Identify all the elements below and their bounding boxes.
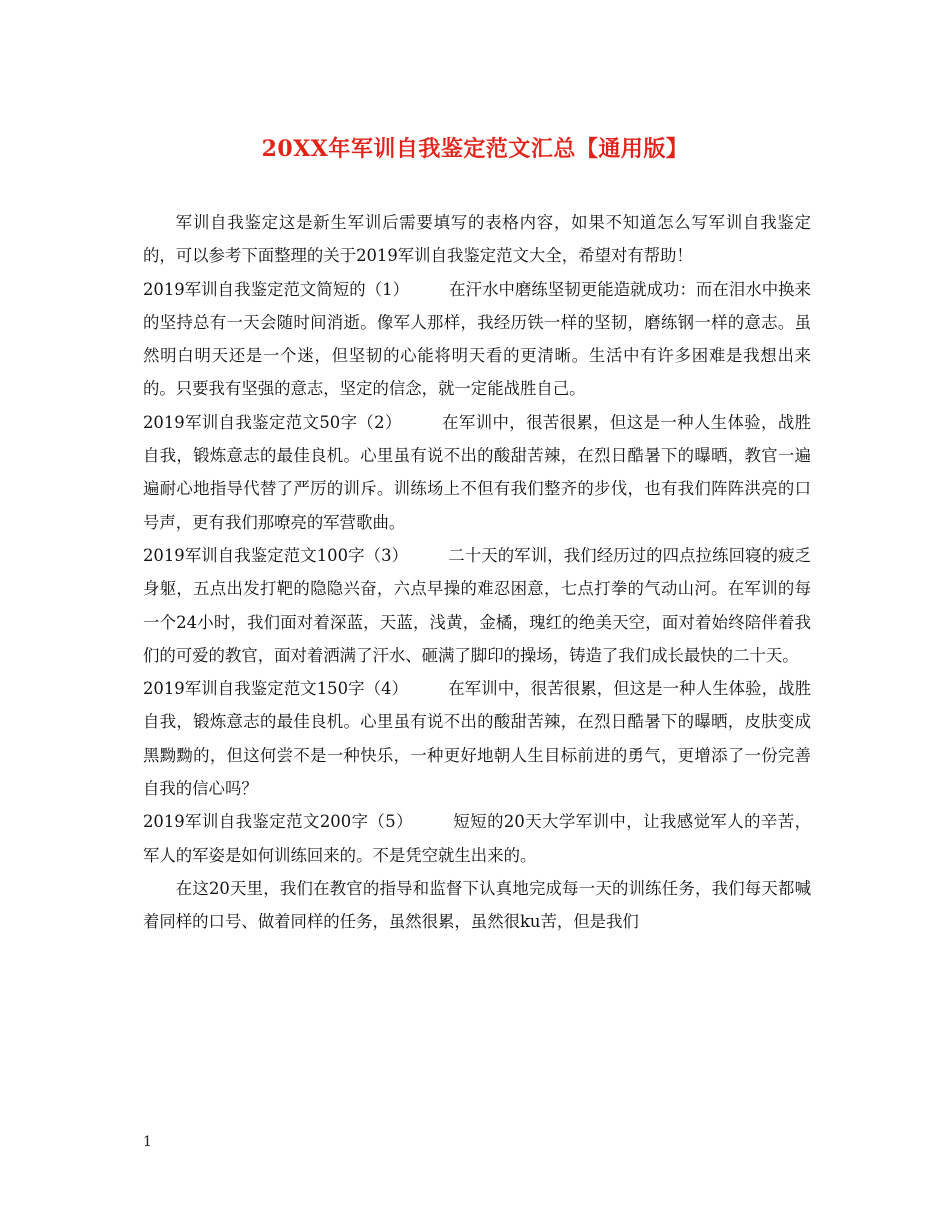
section-paragraph-4: [143, 672, 811, 805]
section-paragraph-1: [143, 273, 811, 406]
intro-paragraph: 军训自我鉴定这是新生军训后需要填写的表格内容，如果不知道怎么写军训自我鉴定的，可以参考下面整理的关于2019军训自我鉴定范文大全，希望对有帮助！: [143, 213, 811, 266]
closing-paragraph: 在这20天里，我们在教官的指导和监督下认真地完成每一天的训练任务，我们每天都喊着同样的口号、做着同样的任务，虽然很累，虽然很ku苦，但是我们: [143, 878, 811, 932]
section-heading: 2019军训自我鉴定范文150字（4）: [143, 679, 409, 699]
section-text: 在军训中，很苦很累，但这是一种人生体验，战胜自我，锻炼意志的最佳良机。心里虽有说不出的酸甜苦辣，在烈日酷暑下的曝晒，皮肤变成黑黝黝的，但这何尝不是一种快乐，一种更好地朝人生目标前进的勇气，更增添了一份完善自我的信心吗？: [143, 679, 811, 799]
section-paragraph-5: [143, 805, 811, 872]
section-text: 短短的20天大学军训中，让我感觉军人的辛苦，军人的军姿是如何训练回来的。不是凭空就生出来的。: [143, 812, 811, 865]
section-text: 在汗水中磨练坚韧更能造就成功：而在泪水中换来的坚持总有一天会随时间消逝。像军人那样，我经历铁一样的坚韧，磨练钢一样的意志。虽然明白明天还是一个迷，但坚韧的心能将明天看的更清晰。生活中有许多困难是我想出来的。只要我有坚强的意志，坚定的信念，就一定能战胜自己。: [143, 279, 812, 399]
section-heading: 2019军训自我鉴定范文50字（2）: [143, 412, 402, 432]
section-heading: 2019军训自我鉴定范文100字（3）: [143, 545, 409, 565]
section-text: 在军训中，很苦很累，但这是一种人生体验，战胜自我，锻炼意志的最佳良机。心里虽有说不出的酸甜苦辣，在烈日酷暑下的曝晒，教官一遍遍耐心地指导代替了严厉的训斥。训练场上不但有我们整齐的步伐，也有我们阵阵洪亮的口号声，更有我们那嘹亮的军营歌曲。: [143, 412, 811, 532]
section-paragraph-2: [143, 406, 811, 539]
section-heading: 2019军训自我鉴定范文200字（5）: [143, 812, 413, 832]
page-number: 1: [143, 1134, 152, 1150]
document-title: 20XX年军训自我鉴定范文汇总【通用版】: [261, 136, 689, 162]
section-paragraph-3: [143, 539, 811, 672]
document-body: [143, 206, 811, 939]
section-heading: 2019军训自我鉴定范文简短的（1）: [143, 279, 410, 299]
section-text: 二十天的军训，我们经历过的四点拉练回寝的疲乏身躯，五点出发打靶的隐隐兴奋，六点早操的难忍困意，七点打拳的气动山河。在军训的每一个24小时，我们面对着深蓝，天蓝，浅黄，金橘，瑰红的绝美天空，面对着始终陪伴着我们的可爱的教官，面对着洒满了汗水、砸满了脚印的操场，铸造了我们成长最快的二十天。: [143, 545, 811, 665]
